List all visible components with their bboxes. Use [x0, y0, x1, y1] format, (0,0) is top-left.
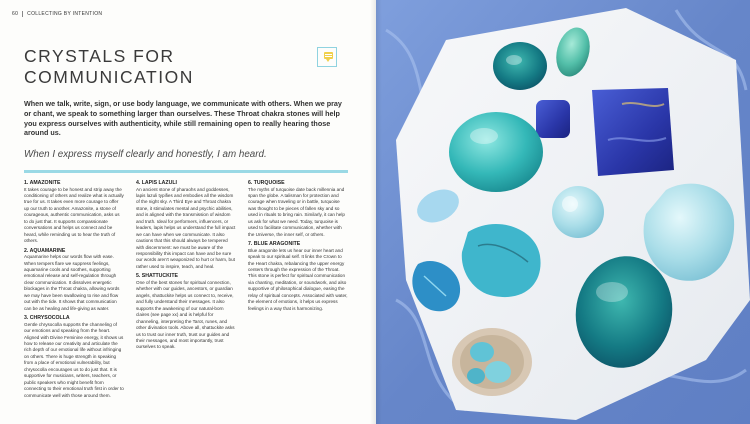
entry-body: An ancient stone of pharaohs and goddesses, lapis lazuli typifies and embodies all the wisdom of the night sky. A Third Eye and Throat chakra stone, it stimulates mental and psychic abilities, and is aligned with the transmission of wisdom and truth. Ideal for performers, influencers, or leaders, lapis helps us understand the full impact we can have when we communicate. It also cautions that this should always be tempered with discernment: we must be aware of the responsibility this impact can have and be sure our words aren't weaponized to hurt or harm, but rather used to inspire, teach, and heal. — [136, 186, 236, 269]
affirmation: When I express myself clearly and honestly, I am heard. — [24, 149, 267, 160]
ceramic-dish — [452, 328, 532, 396]
turquoise-tumbled-stone — [449, 112, 543, 192]
blue-aragonite-sphere — [552, 186, 604, 238]
lapis-lazuli-block — [592, 88, 674, 176]
speech-note-icon — [317, 47, 337, 67]
note-line — [325, 56, 332, 57]
entry-heading: 6. TURQUOISE — [248, 180, 285, 186]
running-header — [12, 11, 102, 17]
entry-heading: 4. LAPIS LAZULI — [136, 180, 177, 186]
chrysocolla-stone-top — [493, 42, 547, 90]
entry-heading: 1. AMAZONITE — [24, 180, 61, 186]
page-title: CRYSTALS FOR COMMUNICATION — [24, 46, 194, 87]
column-3 — [248, 180, 348, 402]
entry-body: It takes courage to be honest and strip away the conditioning of others and realize what is actually true for us. It takes even more courage to offer up our truth to another. Amazonite, a stone of courageous, authentic communication, asks us to do just that. It supports compassionate conversations and helps us connect and be heard, while reminding us to hear the truth of others. — [24, 186, 124, 244]
crystals-photo — [376, 0, 750, 424]
entry-heading: 3. CHRYSOCOLLA — [24, 315, 70, 322]
entry-body: Blue aragonite lets us hear our inner heart and speak to our spiritual self. It links the Crown to the Heart chakra, rebalancing the upper energy centers through the expression of the Throat. This stone is perfect for spiritual communication via chanting, meditation, or soundwork, and also supportive of philosophical dialogue, easing the relay of spiritual concepts. Associated with water, the element of emotions, it helps us express feelings in a way that is harmonizing. — [248, 247, 348, 311]
entry-heading: 2. AQUAMARINE — [24, 247, 66, 254]
entry-heading: 7. BLUE ARAGONITE — [248, 241, 301, 248]
entry-body: The myths of turquoise date back millennia and span the globe. A talisman for protection and courage when traveling or in battle, turquoise was thought to be pieces of fallen sky and so used in rituals to bring rain. Similarly, it can help us ask for what we need. Today, turquoise is used to facilitate communication, whether with the Universe, the inner self, or others. — [248, 186, 345, 237]
entry-body: One of the best stones for spiritual connection, whether with our guides, ancestors, or guardian angels, shattuckite helps us connect to, receive, and fully understand their messages. It also supports the awakening of our natural-born claires (see page xx) and is helpful for channeling, interpreting the Tarot, runes, and other divination tools. Above all, shattuckite asks us to trust our inner truth, trust our guides and their messages, and most importantly, trust ourselves to speak. — [136, 279, 235, 350]
column-2 — [136, 180, 236, 402]
entry-body: Gentle chrysocolla supports the channeling of our emotions and speaking from the heart. Aligned with Divine Feminine energy, it shows us how to release our creativity and articulate the rich depth of our emotional life without infringing on others. There is huge strength in speaking from a place of emotional vulnerability, but chrysocolla encourages us to do just that. It is supportive for musicians, writers, teachers, or public speakers who might benefit from connecting to their emotional truth first in order to communicate well with those around them. — [24, 321, 124, 398]
entry-body: Aquamarine helps our words flow with ease. When tempers flare we suppress feelings, aquamarine cools and soothes, supporting emotional release and self-regulation through clear communication. It dissolves energetic blockages in the Throat chakra, allowing words we may have been swallowing to rise and flow out with the tide. It shows that communication can be as healing and life-giving as water. — [24, 254, 120, 311]
intro-paragraph: When we talk, write, sign, or use body language, we communicate with others. When we pray or chant, we speak to something larger than ourselves. These Throat chakra stones will help you express ourselves with authenticity, while still remaining open to really hearing those around us. — [24, 99, 342, 138]
page-number: 60 — [12, 11, 19, 17]
column-1 — [24, 180, 124, 402]
entry-heading: 5. SHATTUCKITE — [136, 273, 178, 280]
section-name: COLLECTING BY INTENTION — [27, 11, 103, 17]
note-line — [325, 54, 332, 55]
lapis-small-stone — [536, 100, 570, 138]
right-page — [376, 0, 750, 424]
header-divider — [22, 11, 23, 17]
entries-columns — [24, 180, 348, 402]
accent-rule — [24, 170, 348, 173]
